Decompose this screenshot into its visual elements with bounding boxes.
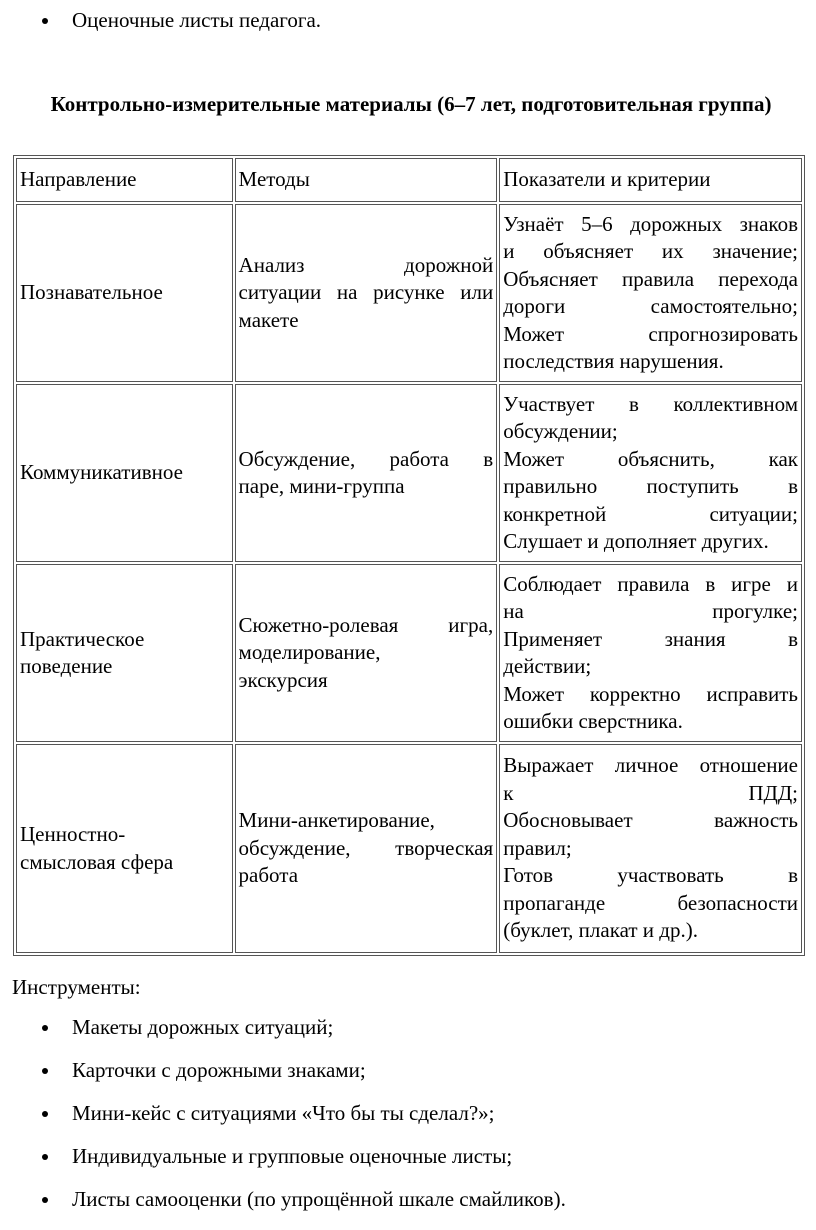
cell-text-line: Узнаёт 5–6 дорожных знаков <box>503 211 798 236</box>
list-item <box>0 1144 816 1168</box>
tools-bullet-list <box>0 1015 816 1230</box>
cell-text-line: Готов участвовать в <box>503 863 798 888</box>
cell-methods <box>235 204 498 382</box>
cell-text-line: Сюжетно-ролевая игра, <box>238 612 494 637</box>
cell-text-line: Ценностно- <box>20 822 126 846</box>
cell-direction <box>16 564 233 742</box>
cell-text-line: дороги самостоятельно; <box>503 294 798 318</box>
cell-text-line: Анализ дорожной <box>238 252 494 277</box>
cell-text-line: пропаганде безопасности <box>503 890 798 915</box>
table-row <box>16 204 802 382</box>
list-item-text: Карточки с дорожными знаками; <box>72 1058 366 1082</box>
cell-text-line: работа <box>238 863 299 888</box>
cell-direction <box>16 384 233 562</box>
header-cell-methods: Методы <box>235 158 498 202</box>
header-cell-direction: Направление <box>16 158 233 202</box>
table-row <box>16 744 802 953</box>
cell-text-line: смысловая сфера <box>20 849 174 874</box>
cell-text-line: Участвует в коллективном <box>503 391 798 416</box>
cell-text-line: Практическое <box>20 626 145 651</box>
table-row <box>16 384 802 562</box>
cell-text-line: Применяет знания в <box>503 626 798 651</box>
list-item <box>0 1058 816 1082</box>
list-item-text: Мини-кейс с ситуациями «Что бы ты сделал?»; <box>72 1101 495 1125</box>
cell-text-line: макете <box>238 307 299 332</box>
cell-text-line: Может объяснить, как <box>503 446 798 471</box>
list-item <box>0 1101 816 1125</box>
cell-text-line: поведение <box>20 654 113 678</box>
cell-text-line: паре, мини-группа <box>238 474 405 498</box>
list-item-text: Оценочные листы педагога. <box>72 8 322 32</box>
cell-text-line: правил; <box>503 835 572 860</box>
cell-text-line: последствия нарушения. <box>503 349 724 373</box>
cell-text-line: Соблюдает правила в игре и <box>503 571 798 596</box>
cell-text-line: моделирование, <box>238 640 381 665</box>
cell-criteria <box>499 744 802 953</box>
cell-text-line: к ПДД; <box>503 780 798 805</box>
cell-text-line: Обсуждение, работа в <box>238 446 494 471</box>
cell-methods <box>235 564 498 742</box>
cell-text-line: ошибки сверстника. <box>503 709 683 733</box>
bullet-icon <box>42 1154 48 1160</box>
cell-direction <box>16 744 233 953</box>
list-item <box>0 1015 816 1039</box>
cell-text-line: (буклет, плакат и др.). <box>503 918 698 943</box>
cell-text-line: Коммуникативное <box>20 460 183 485</box>
cell-criteria <box>499 384 802 562</box>
cell-criteria <box>499 564 802 742</box>
table-header-row <box>16 158 802 202</box>
bullet-icon <box>42 18 48 24</box>
cell-text-line: конкретной ситуации; <box>503 501 798 526</box>
bullet-icon <box>42 1111 48 1117</box>
list-item <box>0 1187 816 1211</box>
cell-methods <box>235 744 498 953</box>
list-item <box>0 8 816 32</box>
list-item-text: Листы самооценки (по упрощённой шкале смайликов). <box>72 1187 566 1211</box>
cell-text-line: обсуждении; <box>503 419 618 443</box>
cell-text-line: экскурсия <box>238 667 328 692</box>
cell-text-line: Мини-анкетирование, <box>238 808 435 833</box>
document-title: Контрольно-измерительные материалы (6–7 лет, подготовительная группа) <box>50 92 772 116</box>
bullet-icon <box>42 1025 48 1031</box>
cell-text-line: Познавательное <box>20 280 163 305</box>
header-cell-criteria: Показатели и критерии <box>499 158 802 202</box>
cell-text-line: ситуации на рисунке или <box>238 280 494 305</box>
list-item-text: Индивидуальные и групповые оценочные листы; <box>72 1144 513 1168</box>
cell-text-line: Обосновывает важность <box>503 808 798 833</box>
bullet-icon <box>42 1068 48 1074</box>
cell-direction <box>16 204 233 382</box>
cell-text-line: и объясняет их значение; <box>503 239 798 263</box>
cell-text-line: Выражает личное отношение <box>503 753 798 778</box>
table-row <box>16 564 802 742</box>
cell-text-line: Слушает и дополняет других. <box>503 529 769 553</box>
bullet-icon <box>42 1197 48 1203</box>
cell-methods <box>235 384 498 562</box>
tools-heading: Инструменты: <box>12 975 141 999</box>
cell-criteria <box>499 204 802 382</box>
cell-text-line: правильно поступить в <box>503 474 798 498</box>
assessment-table <box>13 155 805 956</box>
cell-text-line: Объясняет правила перехода <box>503 266 798 291</box>
cell-text-line: на прогулке; <box>503 599 798 623</box>
intro-bullet-list <box>0 8 816 32</box>
cell-text-line: Может корректно исправить <box>503 681 798 706</box>
cell-text-line: обсуждение, творческая <box>238 835 494 860</box>
list-item-text: Макеты дорожных ситуаций; <box>72 1015 334 1039</box>
cell-text-line: действии; <box>503 654 592 678</box>
cell-text-line: Может спрогнозировать <box>503 321 798 346</box>
